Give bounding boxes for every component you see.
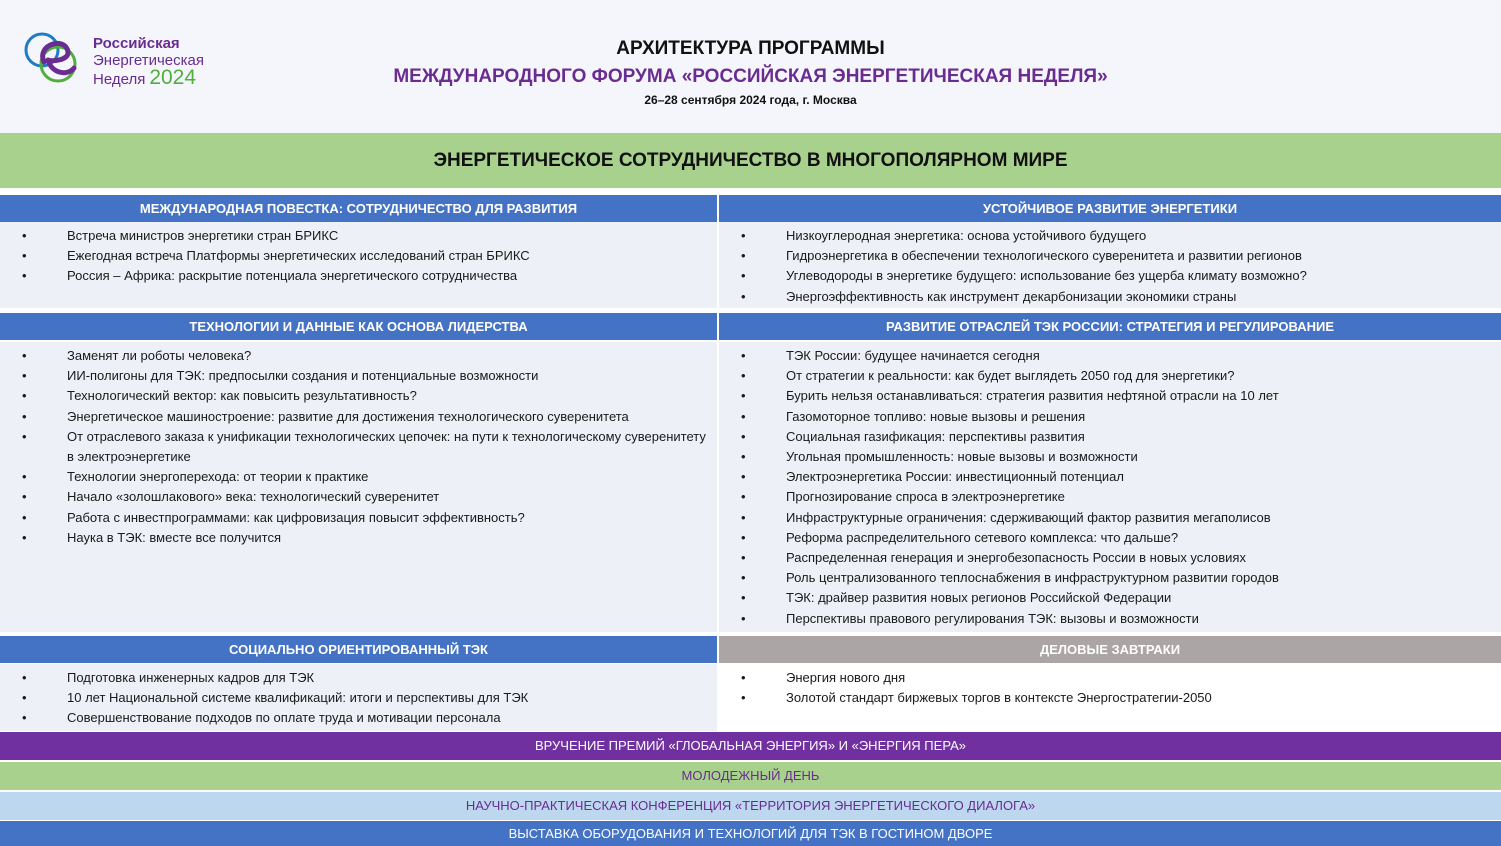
logo-year: 2024: [149, 66, 197, 89]
section-sustain-list: [719, 222, 1501, 308]
list-item: • ТЭК России: будущее начинается сегодня: [719, 346, 1501, 366]
logo-line-3-text: Неделя: [93, 71, 146, 88]
list-item: • Энергия нового дня: [719, 668, 1501, 688]
list-item: • Газомоторное топливо: новые вызовы и решения: [719, 407, 1501, 427]
list-item: • Наука в ТЭК: вместе все получится: [0, 528, 717, 548]
list-item: • Угольная промышленность: новые вызовы и возможности: [719, 447, 1501, 467]
section-social-title: СОЦИАЛЬНО ОРИЕНТИРОВАННЫЙ ТЭК: [0, 636, 717, 663]
section-sectors-title: РАЗВИТИЕ ОТРАСЛЕЙ ТЭК РОССИИ: СТРАТЕГИЯ И РЕГУЛИРОВАНИЕ: [719, 313, 1501, 340]
list-item: • Роль централизованного теплоснабжения в инфраструктурном развитии городов: [719, 568, 1501, 588]
section-sustain-title: УСТОЙЧИВОЕ РАЗВИТИЕ ЭНЕРГЕТИКИ: [719, 195, 1501, 222]
conference-band: НАУЧНО-ПРАКТИЧЕСКАЯ КОНФЕРЕНЦИЯ «ТЕРРИТОРИЯ ЭНЕРГЕТИЧЕСКОГО ДИАЛОГА»: [0, 792, 1501, 820]
page-title: АРХИТЕКТУРА ПРОГРАММЫ: [616, 38, 885, 59]
list-item: • Перспективы правового регулирования ТЭК: вызовы и возможности: [719, 609, 1501, 629]
list-item: • Технологический вектор: как повысить результативность?: [0, 386, 717, 406]
expo-band: ВЫСТАВКА ОБОРУДОВАНИЯ И ТЕХНОЛОГИЙ ДЛЯ ТЭК В ГОСТИНОМ ДВОРЕ: [0, 821, 1501, 846]
list-item: • Распределенная генерация и энергобезопасность России в новых условиях: [719, 548, 1501, 568]
list-item: • Технологии энергоперехода: от теории к практике: [0, 467, 717, 487]
list-item: • Реформа распределительного сетевого комплекса: что дальше?: [719, 528, 1501, 548]
list-item: • От отраслевого заказа к унификации технологических цепочек: на пути к технологическому суверенитету в электроэнергетике: [0, 427, 717, 467]
list-item: • Заменят ли роботы человека?: [0, 346, 717, 366]
list-item: • Электроэнергетика России: инвестиционный потенциал: [719, 467, 1501, 487]
list-item: • Бурить нельзя останавливаться: стратегия развития нефтяной отрасли на 10 лет: [719, 386, 1501, 406]
list-item: • Низкоуглеродная энергетика: основа устойчивого будущего: [719, 226, 1501, 246]
list-item: • Социальная газификация: перспективы развития: [719, 427, 1501, 447]
list-item: • Инфраструктурные ограничения: сдерживающий фактор развития мегаполисов: [719, 508, 1501, 528]
youth-day-band: МОЛОДЕЖНЫЙ ДЕНЬ: [0, 762, 1501, 790]
section-sectors-list: [719, 342, 1501, 632]
list-item: • Гидроэнергетика в обеспечении технологического суверенитета и развитии регионов: [719, 246, 1501, 266]
list-item: • От стратегии к реальности: как будет выглядеть 2050 год для энергетики?: [719, 366, 1501, 386]
section-tech-list: [0, 342, 717, 632]
list-item: • Начало «золошлакового» века: технологический суверенитет: [0, 487, 717, 507]
event-date: 26–28 сентября 2024 года, г. Москва: [644, 93, 857, 107]
awards-band: ВРУЧЕНИЕ ПРЕМИЙ «ГЛОБАЛЬНАЯ ЭНЕРГИЯ» И «ЭНЕРГИЯ ПЕРА»: [0, 732, 1501, 760]
section-breakfast-title: ДЕЛОВЫЕ ЗАВТРАКИ: [719, 636, 1501, 663]
list-item: • ИИ-полигоны для ТЭК: предпосылки создания и потенциальные возможности: [0, 366, 717, 386]
list-item: • Прогнозирование спроса в электроэнергетике: [719, 487, 1501, 507]
logo-line-1: Российская: [93, 35, 180, 52]
list-item: • Энергоэффективность как инструмент декарбонизации экономики страны: [719, 287, 1501, 307]
forum-theme-banner: ЭНЕРГЕТИЧЕСКОЕ СОТРУДНИЧЕСТВО В МНОГОПОЛЯРНОМ МИРЕ: [0, 133, 1501, 188]
section-breakfast-list: [719, 664, 1501, 731]
list-item: • Золотой стандарт биржевых торгов в контексте Энергостратегии-2050: [719, 688, 1501, 708]
list-item: • Совершенствование подходов по оплате труда и мотивации персонала: [0, 708, 717, 728]
list-item: • Энергетическое машиностроение: развитие для достижения технологического суверенитета: [0, 407, 717, 427]
list-item: • 10 лет Национальной системе квалификаций: итоги и перспективы для ТЭК: [0, 688, 717, 708]
list-item: • Россия – Африка: раскрытие потенциала энергетического сотрудничества: [0, 266, 717, 286]
list-item: • Встреча министров энергетики стран БРИКС: [0, 226, 717, 246]
list-item: • Углеводороды в энергетике будущего: использование без ущерба климату возможно?: [719, 266, 1501, 286]
list-item: • Работа с инвестпрограммами: как цифровизация повысит эффективность?: [0, 508, 717, 528]
list-item: • Подготовка инженерных кадров для ТЭК: [0, 668, 717, 688]
section-intl-list: [0, 222, 717, 308]
list-item: • ТЭК: драйвер развития новых регионов Российской Федерации: [719, 588, 1501, 608]
logo-line-2: Энергетическая: [93, 52, 204, 69]
section-social-list: [0, 664, 717, 731]
section-intl-title: МЕЖДУНАРОДНАЯ ПОВЕСТКА: СОТРУДНИЧЕСТВО ДЛЯ РАЗВИТИЯ: [0, 195, 717, 222]
page-header: [0, 0, 1501, 133]
section-tech-title: ТЕХНОЛОГИИ И ДАННЫЕ КАК ОСНОВА ЛИДЕРСТВА: [0, 313, 717, 340]
list-item: • Ежегодная встреча Платформы энергетических исследований стран БРИКС: [0, 246, 717, 266]
forum-title: МЕЖДУНАРОДНОГО ФОРУМА «РОССИЙСКАЯ ЭНЕРГЕТИЧЕСКАЯ НЕДЕЛЯ»: [393, 66, 1108, 87]
